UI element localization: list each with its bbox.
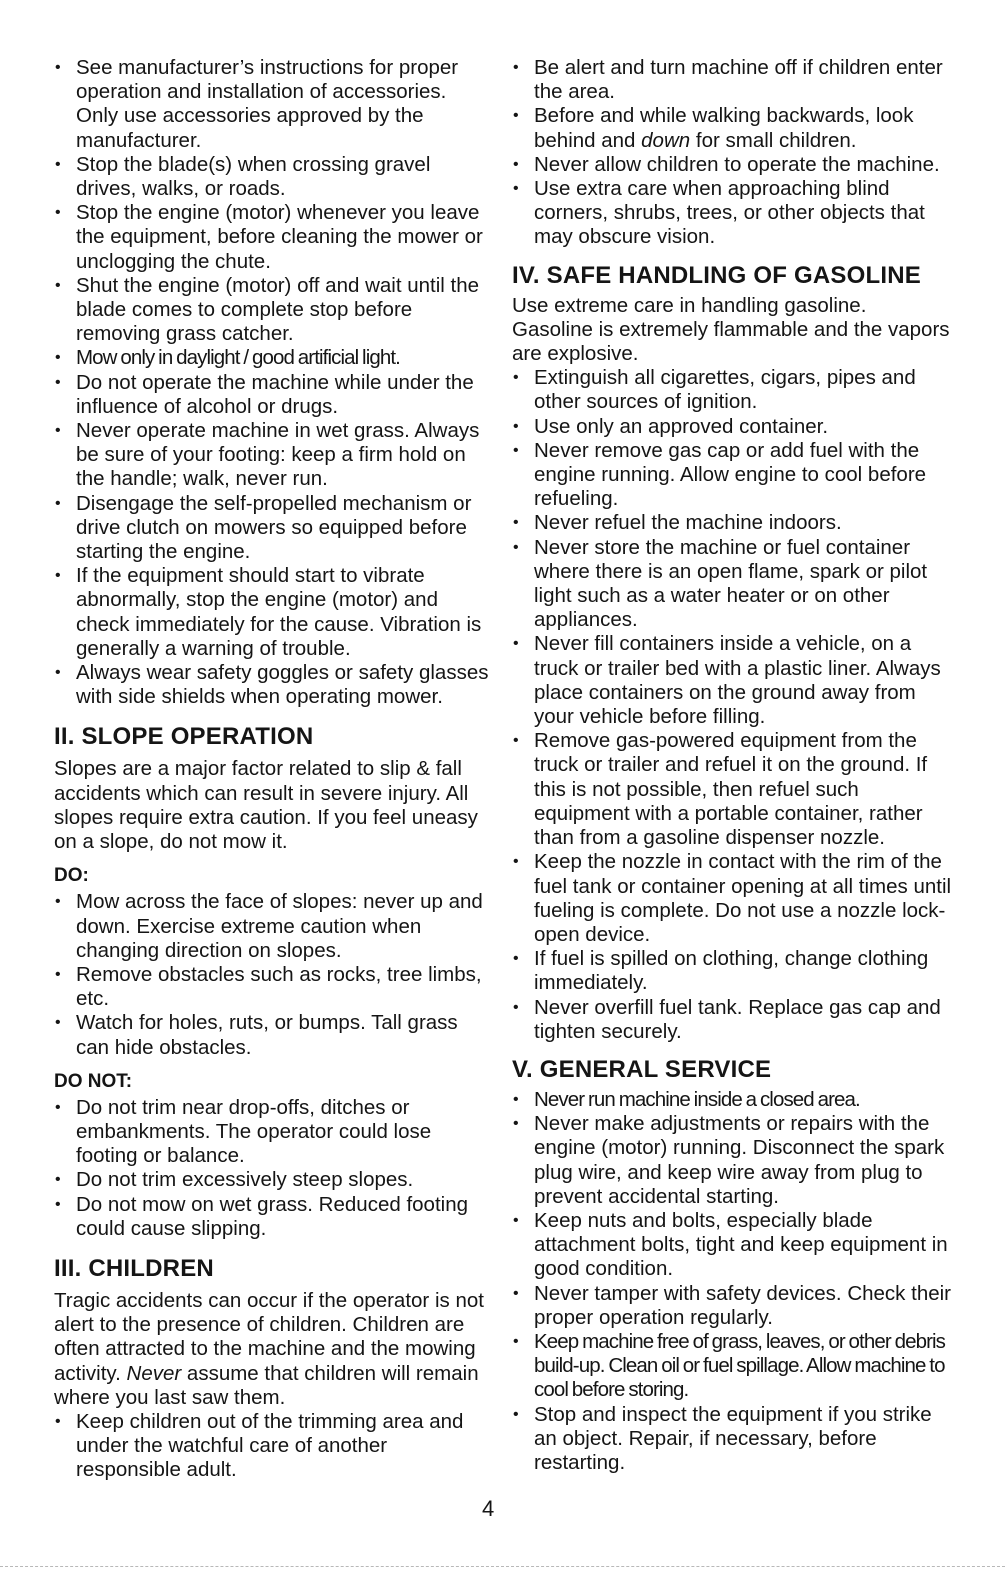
list-item: • Never refuel the machine indoors.: [512, 511, 952, 535]
general-safety-list: [54, 56, 494, 709]
page-number: 4: [482, 1496, 495, 1521]
list-item: • See manufacturer’s instructions for proper operation and installation of accessories. Only use accessories approved by the manufacturer.: [54, 56, 494, 153]
list-item-text: Before and while walking backwards, look behind and: [534, 104, 914, 152]
list-item: • Mow only in daylight / good artificial light.: [54, 346, 494, 370]
list-item: • Never make adjustments or repairs with the engine (motor) running. Disconnect the spark plug wire, and keep wire away from plug to prevent accidental starting.: [512, 1112, 952, 1209]
list-item-emphasis: down: [641, 128, 691, 152]
children-list: [54, 1410, 494, 1483]
list-item: • Be alert and turn machine off if children enter the area.: [512, 56, 952, 104]
list-item: • Stop and inspect the equipment if you strike an object. Repair, if necessary, before restarting.: [512, 1403, 952, 1476]
list-item: • Never tamper with safety devices. Check their proper operation regularly.: [512, 1282, 952, 1330]
list-item: • Extinguish all cigarettes, cigars, pipes and other sources of ignition.: [512, 366, 952, 414]
bottom-divider: [0, 1566, 1005, 1567]
children-intro-emphasis: Never: [126, 1361, 182, 1385]
list-item: • Keep the nozzle in contact with the rim of the fuel tank or container opening at all times until fueling is complete. Do not use a nozzle lock-open device.: [512, 850, 952, 947]
list-item: • Keep nuts and bolts, especially blade attachment bolts, tight and keep equipment in good condition.: [512, 1209, 952, 1282]
list-item: • Always wear safety goggles or safety glasses with side shields when operating mower.: [54, 661, 494, 709]
list-item: • Never run machine inside a closed area.: [512, 1088, 952, 1112]
list-item: • Never operate machine in wet grass. Always be sure of your footing: keep a firm hold on the handle; walk, never run.: [54, 419, 494, 492]
list-item: • Keep machine free of grass, leaves, or other debris build-up. Clean oil or fuel spillage. Allow machine to cool before storing.: [512, 1330, 952, 1403]
list-item: • If the equipment should start to vibrate abnormally, stop the engine (motor) and check immediately for the cause. Vibration is generally a warning of trouble.: [54, 564, 494, 661]
right-column: [512, 56, 952, 1475]
children-intro-text: Tragic accidents can occur if the operator is not alert to the presence of children. Children are often attracted to the machine and the mowing activity.: [54, 1288, 484, 1385]
list-item: • Disengage the self-propelled mechanism or drive clutch on mowers so equipped before starting the engine.: [54, 492, 494, 565]
list-item: • Stop the blade(s) when crossing gravel drives, walks, or roads.: [54, 153, 494, 201]
gasoline-intro: Use extreme care in handling gasoline. Gasoline is extremely flammable and the vapors are explosive.: [512, 293, 950, 366]
list-item: • Do not operate the machine while under the influence of alcohol or drugs.: [54, 371, 494, 419]
do-not-heading: DO NOT:: [54, 1070, 133, 1092]
list-item: • Use extra care when approaching blind corners, shrubs, trees, or other objects that may obscure vision.: [512, 177, 952, 250]
do-list: [54, 890, 494, 1059]
left-column: [54, 56, 494, 1483]
slope-intro: Slopes are a major factor related to slip & fall accidents which can result in severe injury. All slopes require extra caution. If you feel uneasy on a slope, do not mow it.: [54, 757, 478, 854]
list-item: • Keep children out of the trimming area and under the watchful care of another responsible adult.: [54, 1410, 494, 1483]
section-heading-general-service: V. GENERAL SERVICE: [512, 1055, 772, 1083]
list-item: • Remove gas-powered equipment from the truck or trailer and refuel it on the ground. If this is not possible, then refuel such equipment with a portable container, rather than from a gasoline dispenser nozzle.: [512, 729, 952, 850]
list-item: • Do not trim near drop-offs, ditches or embankments. The operator could lose footing or balance.: [54, 1096, 494, 1169]
children-list-continued: [512, 56, 952, 250]
list-item: • Mow across the face of slopes: never up and down. Exercise extreme caution when changing direction on slopes.: [54, 890, 494, 963]
section-heading-gasoline: IV. SAFE HANDLING OF GASOLINE: [512, 261, 921, 289]
list-item: • Stop the engine (motor) whenever you leave the equipment, before cleaning the mower or unclogging the chute.: [54, 201, 494, 274]
section-heading-children: III. CHILDREN: [54, 1254, 214, 1282]
list-item-text: for small children.: [690, 128, 857, 152]
gasoline-list: [512, 366, 952, 1044]
children-intro: [54, 1289, 494, 1410]
list-item: • Shut the engine (motor) off and wait until the blade comes to complete stop before removing grass catcher.: [54, 274, 494, 347]
list-item: • Do not mow on wet grass. Reduced footing could cause slipping.: [54, 1193, 494, 1241]
children-intro-text: assume that children will remain where you last saw them.: [54, 1361, 479, 1409]
do-not-list: [54, 1096, 494, 1241]
list-item: • Do not trim excessively steep slopes.: [54, 1168, 494, 1192]
do-heading: DO:: [54, 865, 89, 887]
list-item: • Use only an approved container.: [512, 415, 952, 439]
list-item: • Never fill containers inside a vehicle, on a truck or trailer bed with a plastic liner. Always place containers on the ground away from your vehicle before filling.: [512, 632, 952, 729]
list-item: • Remove obstacles such as rocks, tree limbs, etc.: [54, 963, 494, 1011]
general-service-list: [512, 1088, 952, 1475]
list-item: • Never allow children to operate the machine.: [512, 153, 952, 177]
list-item: • If fuel is spilled on clothing, change clothing immediately.: [512, 947, 952, 995]
list-item: • Never remove gas cap or add fuel with the engine running. Allow engine to cool before refueling.: [512, 439, 952, 512]
list-item: • Never store the machine or fuel container where there is an open flame, spark or pilot light such as a water heater or on other appliances.: [512, 536, 952, 633]
list-item: [512, 104, 952, 152]
list-item: • Watch for holes, ruts, or bumps. Tall grass can hide obstacles.: [54, 1011, 494, 1059]
section-heading-slope: II. SLOPE OPERATION: [54, 723, 314, 751]
list-item: • Never overfill fuel tank. Replace gas cap and tighten securely.: [512, 996, 952, 1044]
